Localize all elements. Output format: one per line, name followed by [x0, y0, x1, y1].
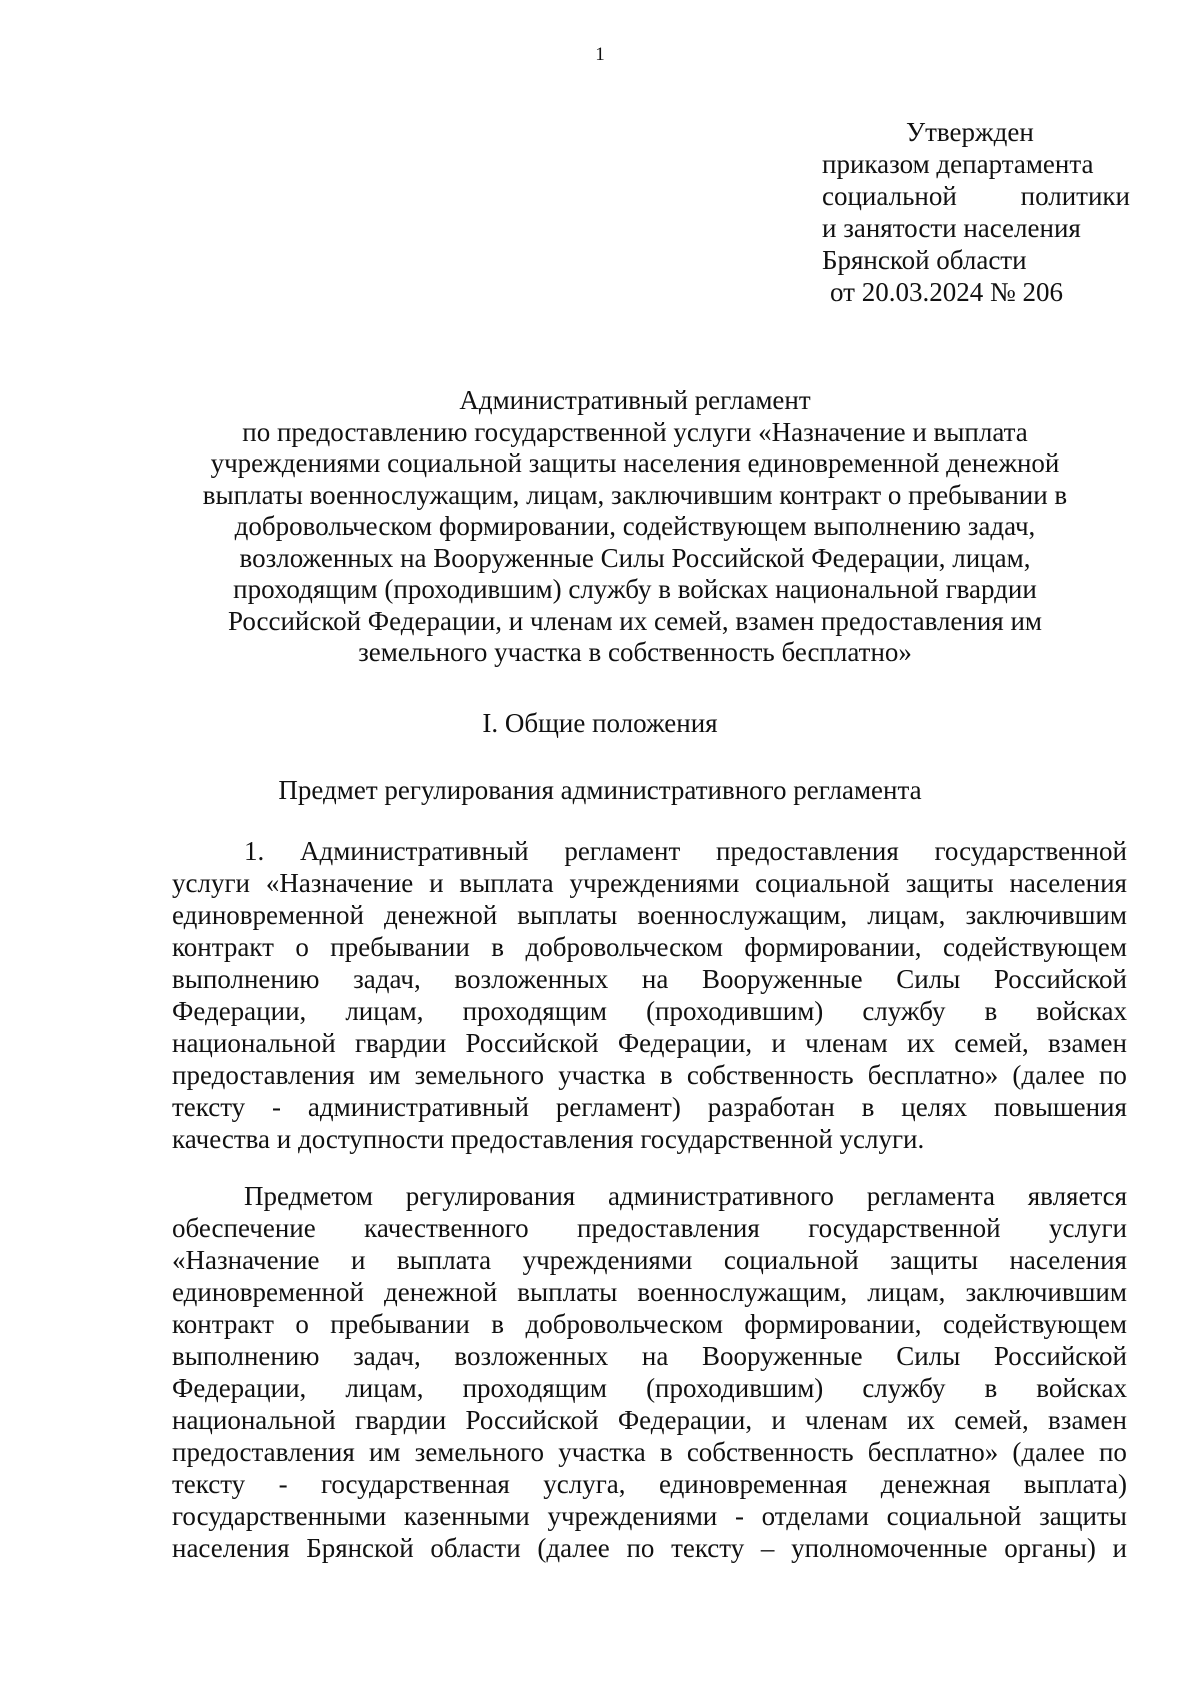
word: формировании, [744, 932, 922, 962]
word: гвардии [354, 1028, 447, 1058]
word: военнослужащим, [637, 900, 848, 930]
word: учреждениями [522, 1245, 693, 1275]
word: выплата [396, 1245, 492, 1275]
word: (далее [1012, 1437, 1085, 1467]
word: и [771, 1028, 786, 1058]
paragraph-line [172, 1091, 1127, 1123]
word: и [1112, 1533, 1127, 1563]
word: гвардии [354, 1405, 447, 1435]
word: собственность [686, 1060, 854, 1090]
word: Силы [896, 1341, 961, 1371]
word: единовременная [658, 1469, 848, 1499]
approval-line: Брянской области [822, 245, 1027, 275]
word: Административный [299, 836, 529, 866]
word: - [734, 1501, 744, 1531]
title-line: Российской Федерации, и членам их семей, взамен предоставления им [227, 605, 1043, 636]
word: их [906, 1028, 935, 1058]
word: в [861, 1092, 875, 1122]
paragraph-line [172, 1372, 1127, 1404]
word: области [430, 1533, 521, 1563]
word: земельного [414, 1437, 545, 1467]
word: Вооруженные [701, 1341, 863, 1371]
word: Брянской [306, 1533, 414, 1563]
word: в [984, 1373, 998, 1403]
paragraph-line [172, 1244, 1127, 1276]
approval-line: и занятости населения [822, 213, 1081, 243]
title-line: выплаты военнослужащим, лицам, заключившим контракт о пребывании в [202, 479, 1068, 510]
word: семей, [954, 1405, 1029, 1435]
word: тексту [172, 1469, 246, 1499]
word: контракт [172, 932, 274, 962]
word: населения [1009, 1245, 1127, 1275]
word: проходящим [462, 1373, 608, 1403]
word: Предметом [244, 1181, 373, 1211]
paragraph-line [172, 995, 1127, 1027]
word: в [984, 996, 998, 1026]
document-title [180, 385, 1090, 669]
word: регламент [564, 836, 681, 866]
word: проходящим [462, 996, 608, 1026]
word: добровольческом [525, 1309, 723, 1339]
word: участка [558, 1060, 646, 1090]
word: государственной [934, 836, 1127, 866]
word: в [659, 1437, 673, 1467]
paragraph-line [172, 1532, 1127, 1564]
word: тексту [172, 1092, 246, 1122]
word: разработан [707, 1092, 835, 1122]
title-line: добровольческом формировании, содействующем выполнению задач, [234, 511, 1036, 541]
word: возложенных [454, 1341, 609, 1371]
word: 1. [244, 836, 265, 866]
approval-word: социальной [822, 181, 957, 211]
word: и [771, 1405, 786, 1435]
word: задач, [353, 964, 421, 994]
word: предоставления [577, 1213, 760, 1243]
word: контракт [172, 1309, 274, 1339]
paragraph-line [172, 1027, 1127, 1059]
word: семей, [954, 1028, 1029, 1058]
word: социальной [886, 1501, 1022, 1531]
approval-block [822, 116, 1132, 308]
word: национальной [172, 1028, 336, 1058]
word: качественного [364, 1213, 529, 1243]
word: (проходившим) [646, 1373, 824, 1403]
approval-line: приказом департамента [822, 149, 1094, 179]
word: лицам, [867, 1277, 946, 1307]
approval-line [822, 180, 1130, 212]
word: регламента [866, 1181, 995, 1211]
word: Федерации, [617, 1028, 753, 1058]
word: войсках [1036, 1373, 1127, 1403]
title-line: проходящим (проходившим) службу в войсках национальной гвардии [233, 574, 1037, 604]
word: учреждениями [547, 1501, 718, 1531]
word: в [491, 932, 505, 962]
word: населения [1009, 868, 1127, 898]
word: - [272, 1092, 282, 1122]
word: в [659, 1060, 673, 1090]
word: (далее [1012, 1060, 1085, 1090]
word: на [641, 964, 669, 994]
word: социальной [723, 1245, 859, 1275]
word: тексту [671, 1533, 745, 1563]
word: их [906, 1405, 935, 1435]
paragraph-line [172, 1404, 1127, 1436]
paragraph-2 [172, 1180, 1127, 1564]
word: Силы [896, 964, 961, 994]
subsection-heading: Предмет регулирования административного регламента [278, 775, 922, 805]
word: членам [805, 1028, 888, 1058]
paragraph-line [172, 1500, 1127, 1532]
word: «Назначение [172, 1245, 320, 1275]
word: службу [862, 996, 946, 1026]
approval-word: политики [1020, 181, 1130, 211]
word: взамен [1048, 1405, 1127, 1435]
word: выплата) [1023, 1469, 1127, 1499]
word: выплаты [517, 900, 618, 930]
word: Российской [993, 1341, 1127, 1371]
paragraph-1 [172, 835, 1127, 1155]
word: бесплатно» [867, 1437, 999, 1467]
paragraph-line [172, 835, 1127, 867]
section-heading: I. Общие положения [482, 708, 718, 738]
word: повышения [994, 1092, 1127, 1122]
word: им [368, 1437, 401, 1467]
word: денежная [880, 1469, 991, 1499]
word: выполнению [172, 964, 320, 994]
word: пребывании [330, 932, 470, 962]
word: в [491, 1309, 505, 1339]
word: государственной [808, 1213, 1001, 1243]
paragraph-line [172, 1212, 1127, 1244]
word: отделами [761, 1501, 869, 1531]
word: по [626, 1533, 655, 1563]
word: административный [307, 1092, 529, 1122]
word: предоставления [172, 1437, 355, 1467]
word: населения [172, 1533, 290, 1563]
word: регулирования [405, 1181, 576, 1211]
word: выплаты [517, 1277, 618, 1307]
word: лицам, [345, 996, 424, 1026]
word: уполномоченные [791, 1533, 988, 1563]
word: социальной [755, 868, 890, 898]
title-line: по предоставлению государственной услуги «Назначение и выплата [242, 416, 1028, 447]
word: добровольческом [525, 932, 723, 962]
word: земельного [414, 1060, 545, 1090]
word: «Назначение [265, 868, 414, 898]
approval-line: от 20.03.2024 № 206 [830, 277, 1063, 307]
word: лицам, [345, 1373, 424, 1403]
paragraph-line [172, 1468, 1127, 1500]
paragraph-line [172, 899, 1127, 931]
word: войсках [1036, 996, 1127, 1026]
paragraph-line [172, 1308, 1127, 1340]
word: Российской [993, 964, 1127, 994]
word: государственная [320, 1469, 510, 1499]
paragraph-line [172, 1059, 1127, 1091]
word: и [429, 868, 444, 898]
word: единовременной [172, 1277, 364, 1307]
word: является [1027, 1181, 1127, 1211]
word: о [295, 1309, 309, 1339]
word: Федерации, [172, 996, 307, 1026]
word: услуги [172, 868, 250, 898]
paragraph-line [172, 963, 1127, 995]
word: заключившим [965, 900, 1127, 930]
word: услуги [1049, 1213, 1127, 1243]
word: единовременной [172, 900, 364, 930]
word: Федерации, [617, 1405, 753, 1435]
word: предоставления [716, 836, 899, 866]
word: о [295, 932, 309, 962]
title-line: возложенных на Вооруженные Силы Российской Федерации, лицам, [239, 542, 1031, 573]
word: (далее [537, 1533, 610, 1563]
title-line: Административный регламент [459, 385, 811, 415]
word: национальной [172, 1405, 336, 1435]
word: денежной [383, 1277, 498, 1307]
word: (проходившим) [646, 996, 824, 1026]
paragraph-line [172, 1276, 1127, 1308]
word: Российской [465, 1028, 599, 1058]
word: содействующем [942, 1309, 1127, 1339]
word: – [760, 1533, 775, 1563]
word: участка [558, 1437, 646, 1467]
word: собственность [686, 1437, 854, 1467]
word: выполнению [172, 1341, 320, 1371]
word: обеспечение [172, 1213, 316, 1243]
word: - [278, 1469, 288, 1499]
word: Российской [465, 1405, 599, 1435]
word: органы) [1004, 1533, 1096, 1563]
word: предоставления [172, 1060, 355, 1090]
word: задач, [353, 1341, 421, 1371]
paragraph-line [172, 867, 1127, 899]
word: учреждениями [569, 868, 740, 898]
approval-line: Утвержден [906, 117, 1034, 147]
word: целях [901, 1092, 968, 1122]
word: административного [608, 1181, 834, 1211]
word: государственными [172, 1501, 387, 1531]
word: заключившим [965, 1277, 1127, 1307]
title-line: земельного участка в собственность бесплатно» [358, 637, 912, 667]
word: бесплатно» [867, 1060, 999, 1090]
word: пребывании [330, 1309, 470, 1339]
word: защиты [1039, 1501, 1127, 1531]
word: формировании, [744, 1309, 922, 1339]
word: регламент) [555, 1092, 681, 1122]
paragraph-line [172, 1436, 1127, 1468]
word: защиты [905, 868, 994, 898]
word: взамен [1048, 1028, 1127, 1058]
page-number: 1 [595, 44, 605, 65]
paragraph-line [172, 1340, 1127, 1372]
word: услуга, [543, 1469, 626, 1499]
word: лицам, [867, 900, 946, 930]
word: выплата [459, 868, 554, 898]
title-line: учреждениями социальной защиты населения единовременной денежной [210, 448, 1060, 478]
word: членам [805, 1405, 888, 1435]
word: Вооруженные [701, 964, 863, 994]
word: Федерации, [172, 1373, 307, 1403]
word: и [350, 1245, 366, 1275]
paragraph-line [172, 1180, 1127, 1212]
word: на [641, 1341, 669, 1371]
word: по [1098, 1060, 1127, 1090]
word: им [368, 1060, 401, 1090]
word: казенными [403, 1501, 530, 1531]
word: защиты [890, 1245, 978, 1275]
word: возложенных [454, 964, 609, 994]
paragraph-line: качества и доступности предоставления государственной услуги. [172, 1124, 925, 1154]
word: службу [862, 1373, 946, 1403]
word: денежной [383, 900, 498, 930]
word: военнослужащим, [637, 1277, 848, 1307]
word: по [1098, 1437, 1127, 1467]
paragraph-line [172, 931, 1127, 963]
word: содействующем [942, 932, 1127, 962]
